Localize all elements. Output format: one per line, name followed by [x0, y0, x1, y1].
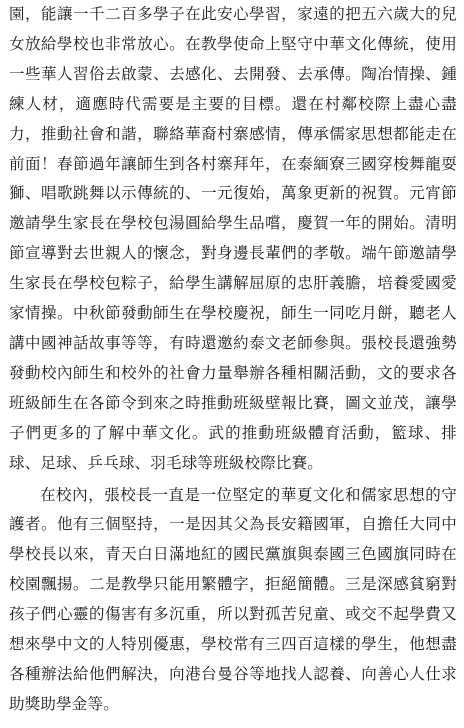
document-page	[9, 0, 457, 720]
paragraph-principal-convictions: 在校內，張校長一直是一位堅定的華夏文化和儒家思想的守護者。他有三個堅持，一是因其父為長安籍國軍，自擔任大同中學校長以來，青天白日滿地紅的國民黨旗與泰國三色國旗同時在校園飄揚。二是教學只能用繁體字，拒絕簡體。三是深感貧窮對孩子們心靈的傷害有多沉重，所以對孤苦兒童、或交不起學費又想來學中文的人特別優惠，學校常有三四百這樣的學生，他想盡各種辦法給他們解決，向港台曼谷等地找人認養、向善心人仕求助獎助學金等。	[9, 485, 457, 713]
paragraph-school-activities: 園，能讓一千二百多學子在此安心學習，家遠的把五六歲大的兒女放給學校也非常放心。在教學使命上堅守中華文化傳統，使用一些華人習俗去啟蒙、去感化、去開發、去承傳。陶冶情操、鍾練人材，適應時代需要是主要的目標。還在村鄰校際上盡心盡力，推動社會和諧，聯絡華裔村寨感情，傳承儒家思想都能走在前面！春節過年讓師生到各村寨拜年，在泰緬寮三國穿梭舞龍耍獅、唱歌跳舞以示傳統的、一元復始，萬象更新的祝賀。元宵節邀請學生家長在學校包湯圓給學生品嚐，慶賀一年的開始。清明節宣導對去世親人的懷念，對身邊長輩們的孝敬。端午節邀請學生家長在學校包粽子，給學生講解屈原的忠肝義膽，培養愛國愛家情操。中秋節發動師生在學校慶祝，師生一同吃月餅，聽老人講中國神話故事等等，有時還邀約泰文老師參與。張校長還強勢發動校內師生和校外的社會力量舉辦各種相關活動，文的要求各班級師生在各節令到來之時推動班級壁報比賽，圖文並茂，讓學子們更多的了解中華文化。武的推動班級體育活動，籃球、排球、足球、乒乓球、羽毛球等班級校際比賽。	[9, 5, 457, 472]
